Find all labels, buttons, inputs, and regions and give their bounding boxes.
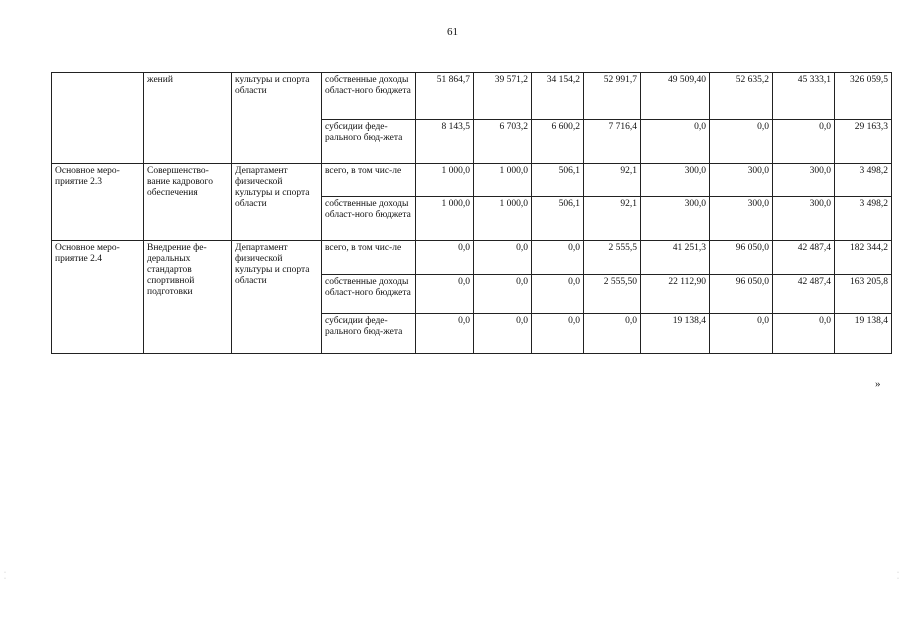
cell-value: 1 000,0 xyxy=(416,197,474,241)
cell-value: 0,0 xyxy=(710,314,773,354)
cell-executor: культуры и спорта области xyxy=(232,73,322,164)
cell-value: 0,0 xyxy=(474,275,532,314)
cell-total: 29 163,3 xyxy=(835,120,892,164)
cell-name: Внедрение фе-деральных стандартов спортивной подготовки xyxy=(144,241,232,354)
cell-value: 506,1 xyxy=(532,197,584,241)
closing-quote: » xyxy=(875,378,881,390)
cell-value: 41 251,3 xyxy=(641,241,710,275)
cell-value: 0,0 xyxy=(584,314,641,354)
cell-value: 0,0 xyxy=(416,314,474,354)
cell-event: Основное меро-приятие 2.4 xyxy=(52,241,144,354)
cell-value: 0,0 xyxy=(474,241,532,275)
cell-value: 42 487,4 xyxy=(773,275,835,314)
cell-value: 92,1 xyxy=(584,164,641,197)
cell-value: 300,0 xyxy=(641,164,710,197)
table-row xyxy=(52,241,892,275)
cell-value: 506,1 xyxy=(532,164,584,197)
cell-value: 1 000,0 xyxy=(474,164,532,197)
table-row xyxy=(52,73,892,120)
cell-value: 39 571,2 xyxy=(474,73,532,120)
cell-value: 300,0 xyxy=(710,197,773,241)
table-row xyxy=(52,164,892,197)
cell-event xyxy=(52,73,144,164)
page-number: 61 xyxy=(447,26,458,38)
cell-name: Совершенство-вание кадрового обеспечения xyxy=(144,164,232,241)
cell-value: 96 050,0 xyxy=(710,275,773,314)
cell-value: 34 154,2 xyxy=(532,73,584,120)
cell-value: 300,0 xyxy=(641,197,710,241)
cell-value: 0,0 xyxy=(641,120,710,164)
cell-value: 0,0 xyxy=(773,120,835,164)
cell-executor: Департамент физической культуры и спорта области xyxy=(232,164,322,241)
budget-table xyxy=(51,72,892,354)
scan-artifact: · · xyxy=(897,570,899,582)
cell-value: 300,0 xyxy=(773,197,835,241)
cell-total: 182 344,2 xyxy=(835,241,892,275)
cell-value: 0,0 xyxy=(416,275,474,314)
cell-total: 19 138,4 xyxy=(835,314,892,354)
cell-value: 0,0 xyxy=(416,241,474,275)
cell-value: 8 143,5 xyxy=(416,120,474,164)
cell-value: 2 555,50 xyxy=(584,275,641,314)
cell-value: 51 864,7 xyxy=(416,73,474,120)
scan-artifact: · · xyxy=(4,570,6,582)
cell-value: 0,0 xyxy=(710,120,773,164)
cell-value: 42 487,4 xyxy=(773,241,835,275)
cell-value: 2 555,5 xyxy=(584,241,641,275)
cell-value: 0,0 xyxy=(532,241,584,275)
cell-total: 326 059,5 xyxy=(835,73,892,120)
cell-event: Основное меро-приятие 2.3 xyxy=(52,164,144,241)
cell-value: 96 050,0 xyxy=(710,241,773,275)
cell-value: 0,0 xyxy=(532,275,584,314)
cell-executor: Департамент физической культуры и спорта области xyxy=(232,241,322,354)
cell-value: 300,0 xyxy=(710,164,773,197)
cell-funding-source: собственные доходы област-ного бюджета xyxy=(322,197,416,241)
cell-funding-source: субсидии феде-рального бюд-жета xyxy=(322,120,416,164)
cell-value: 0,0 xyxy=(773,314,835,354)
cell-total: 163 205,8 xyxy=(835,275,892,314)
cell-value: 0,0 xyxy=(474,314,532,354)
cell-name: жений xyxy=(144,73,232,164)
cell-funding-source: собственные доходы област-ного бюджета xyxy=(322,73,416,120)
cell-value: 49 509,40 xyxy=(641,73,710,120)
cell-funding-source: субсидии феде-рального бюд-жета xyxy=(322,314,416,354)
cell-funding-source: всего, в том чис-ле xyxy=(322,164,416,197)
cell-total: 3 498,2 xyxy=(835,164,892,197)
cell-value: 0,0 xyxy=(532,314,584,354)
cell-value: 300,0 xyxy=(773,164,835,197)
cell-value: 19 138,4 xyxy=(641,314,710,354)
cell-value: 6 703,2 xyxy=(474,120,532,164)
cell-value: 45 333,1 xyxy=(773,73,835,120)
cell-value: 7 716,4 xyxy=(584,120,641,164)
cell-value: 92,1 xyxy=(584,197,641,241)
cell-value: 1 000,0 xyxy=(416,164,474,197)
table-body xyxy=(52,73,892,354)
cell-value: 52 991,7 xyxy=(584,73,641,120)
cell-value: 1 000,0 xyxy=(474,197,532,241)
cell-funding-source: собственные доходы област-ного бюджета xyxy=(322,275,416,314)
cell-value: 22 112,90 xyxy=(641,275,710,314)
cell-funding-source: всего, в том чис-ле xyxy=(322,241,416,275)
cell-value: 6 600,2 xyxy=(532,120,584,164)
cell-total: 3 498,2 xyxy=(835,197,892,241)
cell-value: 52 635,2 xyxy=(710,73,773,120)
